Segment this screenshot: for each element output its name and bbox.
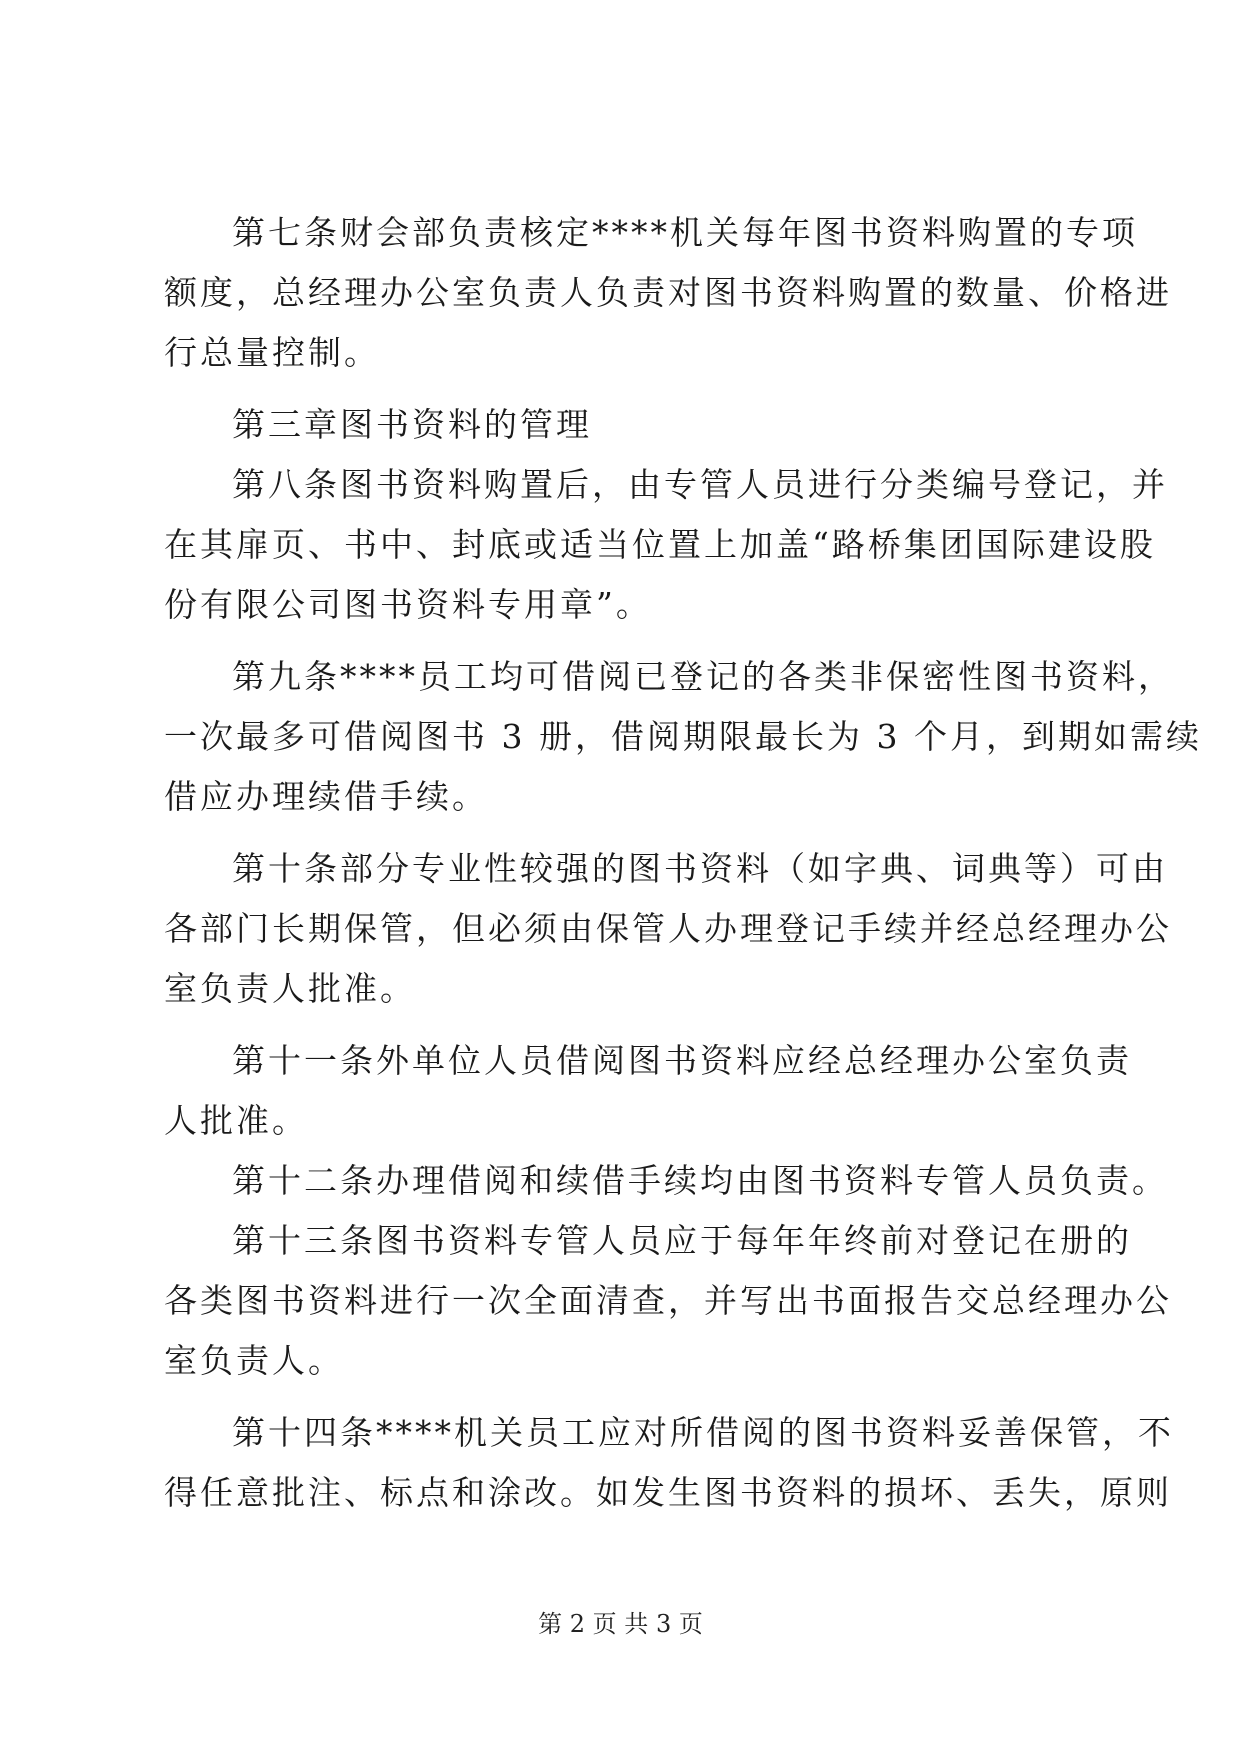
text-line: 第十条部分专业性较强的图书资料（如字典、词典等）可由 <box>232 849 1168 888</box>
text-line: 室负责人批准。 <box>164 969 416 1008</box>
text-line: 室负责人。 <box>164 1341 344 1380</box>
text-line: 第十二条办理借阅和续借手续均由图书资料专管人员负责。 <box>232 1161 1168 1200</box>
text-line: 一次最多可借阅图书 3 册，借阅期限最长为 3 个月，到期如需续 <box>164 717 1202 756</box>
text-line: 第十四条****机关员工应对所借阅的图书资料妥善保管，不 <box>232 1413 1174 1452</box>
text-line: 第十一条外单位人员借阅图书资料应经总经理办公室负责 <box>232 1041 1132 1080</box>
text-line: 第八条图书资料购置后，由专管人员进行分类编号登记，并 <box>232 465 1168 504</box>
text-line: 各类图书资料进行一次全面清查，并写出书面报告交总经理办公 <box>164 1281 1172 1320</box>
chapter-heading: 第三章图书资料的管理 <box>232 405 592 444</box>
text-line: 第十三条图书资料专管人员应于每年年终前对登记在册的 <box>232 1221 1132 1260</box>
text-line: 第七条财会部负责核定****机关每年图书资料购置的专项 <box>232 213 1138 252</box>
text-line: 借应办理续借手续。 <box>164 777 488 816</box>
text-line: 额度，总经理办公室负责人负责对图书资料购置的数量、价格进 <box>164 273 1172 312</box>
text-line: 在其扉页、书中、封底或适当位置上加盖“路桥集团国际建设股 <box>164 525 1156 564</box>
text-line: 各部门长期保管，但必须由保管人办理登记手续并经总经理办公 <box>164 909 1172 948</box>
page-number-footer: 第 2 页 共 3 页 <box>538 1610 703 1638</box>
text-line: 人批准。 <box>164 1101 308 1140</box>
text-line: 第九条****员工均可借阅已登记的各类非保密性图书资料， <box>232 657 1174 696</box>
text-line: 行总量控制。 <box>164 333 380 372</box>
text-line: 得任意批注、标点和涂改。如发生图书资料的损坏、丢失，原则 <box>164 1473 1172 1512</box>
document-body <box>164 203 1202 1523</box>
text-line: 份有限公司图书资料专用章”。 <box>164 585 652 624</box>
